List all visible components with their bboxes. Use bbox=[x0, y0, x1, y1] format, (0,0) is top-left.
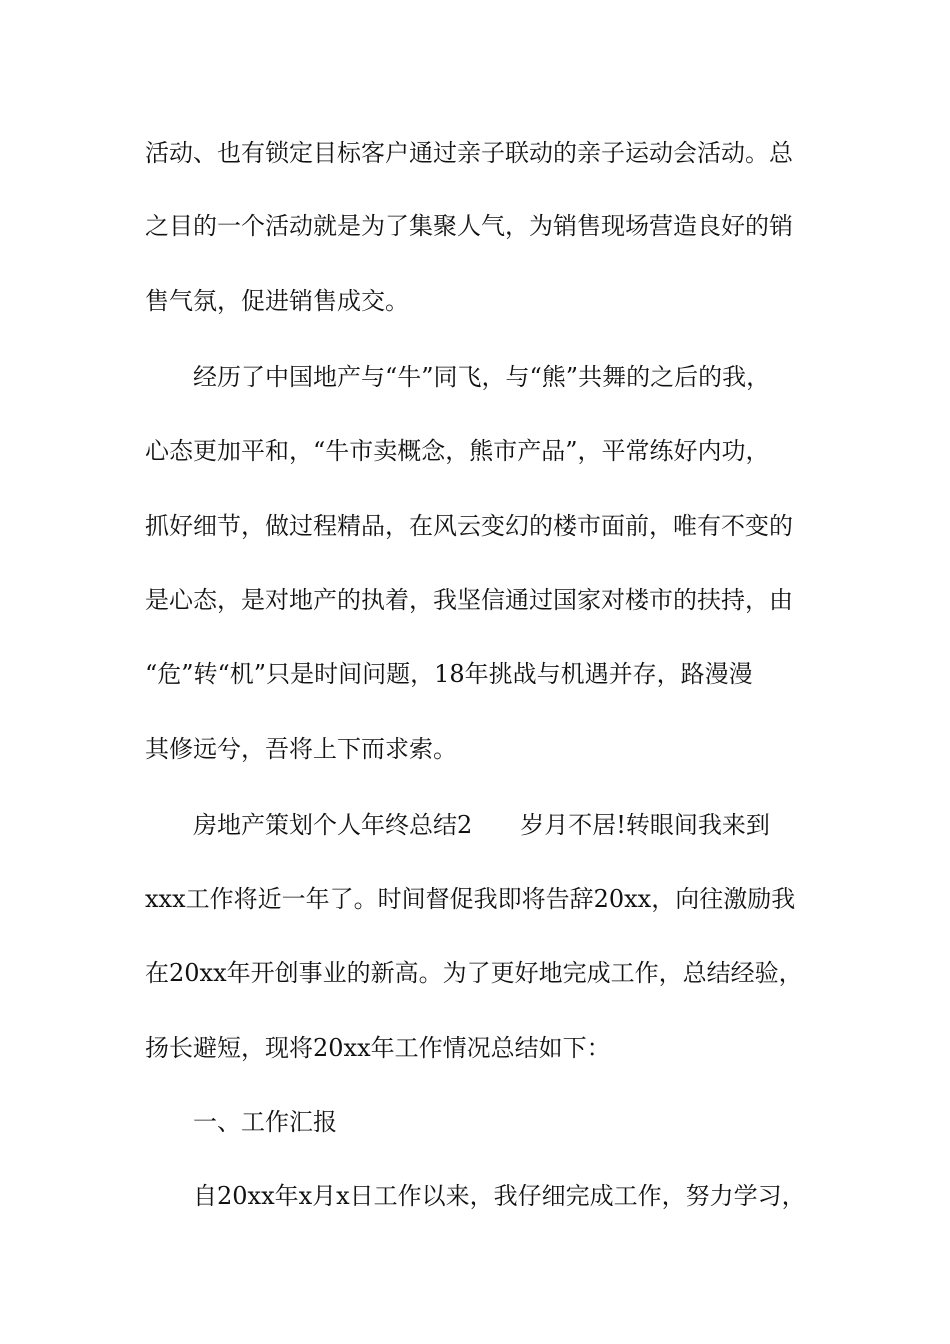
text-line-4: 经历了中国地产与“牛”同飞，与“熊”共舞的之后的我， bbox=[193, 363, 771, 391]
text-line-15: 自20xx年x月x日工作以来，我仔细完成工作，努力学习， bbox=[193, 1182, 806, 1210]
text-line-11: xxx工作将近一年了。时间督促我即将告辞20xx，向往激励我 bbox=[145, 885, 796, 913]
text-line-10: 房地产策划个人年终总结2 岁月不居!转眼间我来到 bbox=[193, 811, 770, 839]
text-line-3: 售气氛，促进销售成交。 bbox=[145, 287, 409, 315]
text-line-5: 心态更加平和，“牛市卖概念，熊市产品”，平常练好内功， bbox=[145, 437, 770, 465]
text-line-6: 抓好细节，做过程精品，在风云变幻的楼市面前，唯有不变的 bbox=[145, 512, 793, 540]
text-line-13: 扬长避短，现将20xx年工作情况总结如下： bbox=[145, 1034, 611, 1062]
section-heading: 一、工作汇报 bbox=[193, 1108, 337, 1136]
text-line-9: 其修远兮，吾将上下而求索。 bbox=[145, 735, 457, 763]
text-line-8: “危”转“机”只是时间问题，18年挑战与机遇并存，路漫漫 bbox=[145, 660, 753, 688]
text-line-1: 活动、也有锁定目标客户通过亲子联动的亲子运动会活动。总 bbox=[145, 139, 793, 167]
text-line-7: 是心态，是对地产的执着，我坚信通过国家对楼市的扶持，由 bbox=[145, 586, 793, 614]
text-line-2: 之目的一个活动就是为了集聚人气，为销售现场营造良好的销 bbox=[145, 212, 793, 240]
text-line-12: 在20xx年开创事业的新高。为了更好地完成工作，总结经验， bbox=[145, 959, 803, 987]
